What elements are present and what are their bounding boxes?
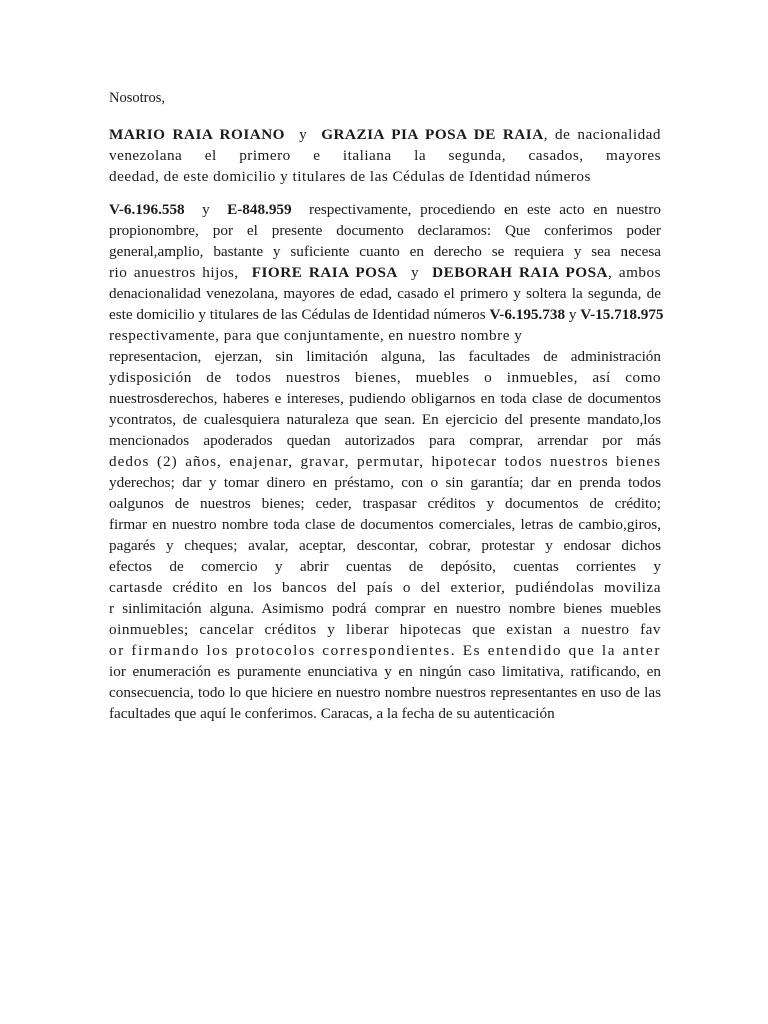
paragraph-line: ydisposición de todos nuestros bienes, muebles o inmuebles, así como xyxy=(109,369,661,386)
paragraph-line: efectos de comercio y abrir cuentas de depósito, cuentas corrientes y xyxy=(109,558,661,575)
text-run: respectivamente, procediendo en este acto en nuestro xyxy=(309,201,662,218)
paragraph-line xyxy=(109,304,664,325)
paragraph-line xyxy=(109,199,661,220)
paragraph-line xyxy=(109,124,661,145)
id-number: E-848.959 xyxy=(227,201,292,218)
attorney-name: DEBORAH RAIA POSA xyxy=(432,264,608,281)
paragraph-line: or firmando los protocolos correspondientes. Es entendido que la anter xyxy=(109,642,661,659)
paragraph-line: respectivamente, para que conjuntamente, en nuestro nombre y xyxy=(109,327,523,344)
paragraph-line: ycontratos, de cualesquiera naturaleza que sean. En ejercicio del presente mandato,los xyxy=(109,411,661,428)
grantor-name: MARIO RAIA ROIANO xyxy=(109,126,285,143)
paragraph-line: pagarés y cheques; avalar, aceptar, descontar, cobrar, protestar y endosar dichos xyxy=(109,537,661,554)
paragraph-line: dedos (2) años, enajenar, gravar, permutar, hipotecar todos nuestros bienes xyxy=(109,453,661,470)
paragraph-grantors xyxy=(109,124,661,187)
paragraph-line: venezolana el primero e italiana la segunda, casados, mayores xyxy=(109,147,661,164)
paragraph-line xyxy=(109,262,661,283)
conjunction: y xyxy=(299,126,308,143)
paragraph-line: denacionalidad venezolana, mayores de edad, casado el primero y soltera la segunda, de xyxy=(109,285,661,302)
paragraph-line: yderechos; dar y tomar dinero en préstamo, con o sin garantía; dar en prenda todos xyxy=(109,474,661,491)
id-number: V-6.196.558 xyxy=(109,201,185,218)
conjunction: y xyxy=(568,306,577,323)
paragraph-line: facultades que aquí le conferimos. Caracas, a la fecha de su autenticación xyxy=(109,705,555,722)
conjunction: y xyxy=(202,201,210,218)
paragraph-line: oinmuebles; cancelar créditos y liberar hipotecas que existan a nuestro fav xyxy=(109,621,661,638)
paragraph-line: consecuencia, todo lo que hiciere en nuestro nombre nuestros representantes en uso de las xyxy=(109,684,661,701)
paragraph-line: oalgunos de nuestros bienes; ceder, traspasar créditos y documentos de crédito; xyxy=(109,495,661,512)
text-run: , de nacionalidad xyxy=(543,126,661,143)
greeting: Nosotros, xyxy=(109,90,165,106)
paragraph-line: mencionados apoderados quedan autorizados para comprar, arrendar por más xyxy=(109,432,661,449)
paragraph-line: cartasde crédito en los bancos del país o del exterior, pudiéndolas moviliza xyxy=(109,579,661,596)
attorney-name: FIORE RAIA POSA xyxy=(251,264,398,281)
paragraph-line: firmar en nuestro nombre toda clase de documentos comerciales, letras de cambio,giros, xyxy=(109,516,661,533)
text-run: rio anuestros hijos, xyxy=(109,264,239,281)
conjunction: y xyxy=(410,264,420,281)
id-number: V-15.718.975 xyxy=(580,306,664,323)
paragraph-line: deedad, de este domicilio y titulares de las Cédulas de Identidad números xyxy=(109,168,591,185)
id-number: V-6.195.738 xyxy=(489,306,566,323)
text-run: , ambos xyxy=(608,264,661,281)
grantor-name: GRAZIA PIA POSA DE RAIA xyxy=(321,126,544,143)
paragraph-line: r sinlimitación alguna. Asimismo podrá comprar en nuestro nombre bienes muebles xyxy=(109,600,661,617)
paragraph-line: representacion, ejerzan, sin limitación alguna, las facultades de administración xyxy=(109,348,661,365)
paragraph-line: nuestrosderechos, haberes e intereses, pudiendo obligarnos en toda clase de documentos xyxy=(109,390,661,407)
text-run: este domicilio y titulares de las Cédulas de Identidad números xyxy=(109,306,486,323)
paragraph-line: ior enumeración es puramente enunciativa y en ningún caso limitativa, ratificando, en xyxy=(109,663,661,680)
paragraph-line: general,amplio, bastante y suficiente cuanto en derecho se requiera y sea necesa xyxy=(109,243,661,260)
paragraph-power-of-attorney xyxy=(109,199,664,724)
paragraph-line: propionombre, por el presente documento declaramos: Que conferimos poder xyxy=(109,222,661,239)
